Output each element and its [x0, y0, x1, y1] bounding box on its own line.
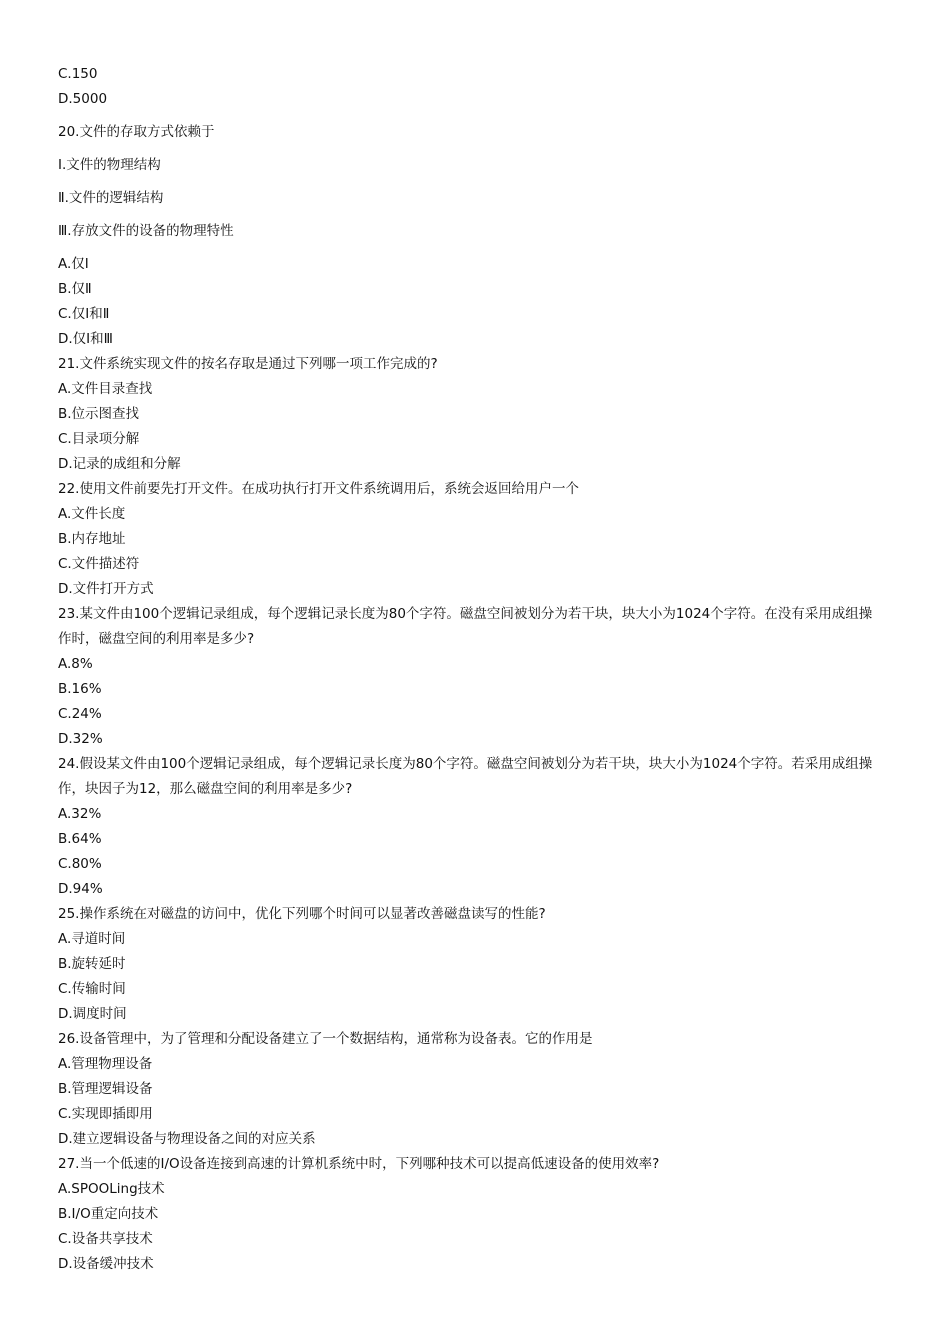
- statement-2: Ⅱ.文件的逻辑结构: [58, 190, 164, 206]
- option-b-q23: B.16%: [58, 681, 102, 697]
- option-a-q22: A.文件长度: [58, 506, 126, 522]
- option-c-q25: C.传输时间: [58, 981, 126, 997]
- question-21: 21.文件系统实现文件的按名存取是通过下列哪一项工作完成的?: [58, 356, 438, 372]
- option-d-q26: D.建立逻辑设备与物理设备之间的对应关系: [58, 1131, 316, 1147]
- option-b-q21: B.位示图查找: [58, 406, 140, 422]
- option-b-q26: B.管理逻辑设备: [58, 1081, 153, 1097]
- option-c-q21: C.目录项分解: [58, 431, 140, 447]
- question-24-line-2: 作，块因子为12，那么磁盘空间的利用率是多少?: [58, 781, 353, 797]
- option-a-q23: A.8%: [58, 656, 93, 672]
- option-a-q20: A.仅Ⅰ: [58, 256, 89, 272]
- option-b-q27: B.I/O重定向技术: [58, 1206, 159, 1222]
- document-page: [58, 62, 898, 1277]
- option-d-q22: D.文件打开方式: [58, 581, 154, 597]
- option-d-q19: D.5000: [58, 91, 108, 107]
- question-22: 22.使用文件前要先打开文件。在成功执行打开文件系统调用后，系统会返回给用户一个: [58, 481, 579, 497]
- option-b-q24: B.64%: [58, 831, 102, 847]
- option-b-q22: B.内存地址: [58, 531, 126, 547]
- option-d-q23: D.32%: [58, 731, 103, 747]
- option-c-q23: C.24%: [58, 706, 102, 722]
- option-c-q20: C.仅Ⅰ和Ⅱ: [58, 306, 110, 322]
- question-24-line-1: 24.假设某文件由100个逻辑记录组成，每个逻辑记录长度为80个字符。磁盘空间被划分为若干块，块大小为1024个字符。若采用成组操: [58, 756, 873, 772]
- question-25: 25.操作系统在对磁盘的访问中，优化下列哪个时间可以显著改善磁盘读写的性能?: [58, 906, 546, 922]
- question-27: 27.当一个低速的I/O设备连接到高速的计算机系统中时，下列哪种技术可以提高低速设备的使用效率?: [58, 1156, 660, 1172]
- option-c-q27: C.设备共享技术: [58, 1231, 153, 1247]
- statement-3: Ⅲ.存放文件的设备的物理特性: [58, 223, 234, 239]
- option-a-q24: A.32%: [58, 806, 102, 822]
- option-c-q24: C.80%: [58, 856, 102, 872]
- option-c-q26: C.实现即插即用: [58, 1106, 153, 1122]
- option-c-q22: C.文件描述符: [58, 556, 140, 572]
- question-23-line-2: 作时，磁盘空间的利用率是多少?: [58, 631, 255, 647]
- option-d-q20: D.仅Ⅰ和Ⅲ: [58, 331, 113, 347]
- option-d-q27: D.设备缓冲技术: [58, 1256, 154, 1272]
- statement-1: Ⅰ.文件的物理结构: [58, 157, 161, 173]
- question-20: 20.文件的存取方式依赖于: [58, 124, 215, 140]
- question-26: 26.设备管理中，为了管理和分配设备建立了一个数据结构，通常称为设备表。它的作用是: [58, 1031, 593, 1047]
- option-a-q27: A.SPOOLing技术: [58, 1181, 165, 1197]
- option-b-q20: B.仅Ⅱ: [58, 281, 92, 297]
- option-a-q21: A.文件目录查找: [58, 381, 153, 397]
- option-a-q26: A.管理物理设备: [58, 1056, 153, 1072]
- option-d-q25: D.调度时间: [58, 1006, 127, 1022]
- option-c-q19: C.150: [58, 66, 98, 82]
- option-d-q24: D.94%: [58, 881, 103, 897]
- option-a-q25: A.寻道时间: [58, 931, 126, 947]
- option-d-q21: D.记录的成组和分解: [58, 456, 181, 472]
- option-b-q25: B.旋转延时: [58, 956, 126, 972]
- question-23-line-1: 23.某文件由100个逻辑记录组成，每个逻辑记录长度为80个字符。磁盘空间被划分为若干块，块大小为1024个字符。在没有采用成组操: [58, 606, 873, 622]
